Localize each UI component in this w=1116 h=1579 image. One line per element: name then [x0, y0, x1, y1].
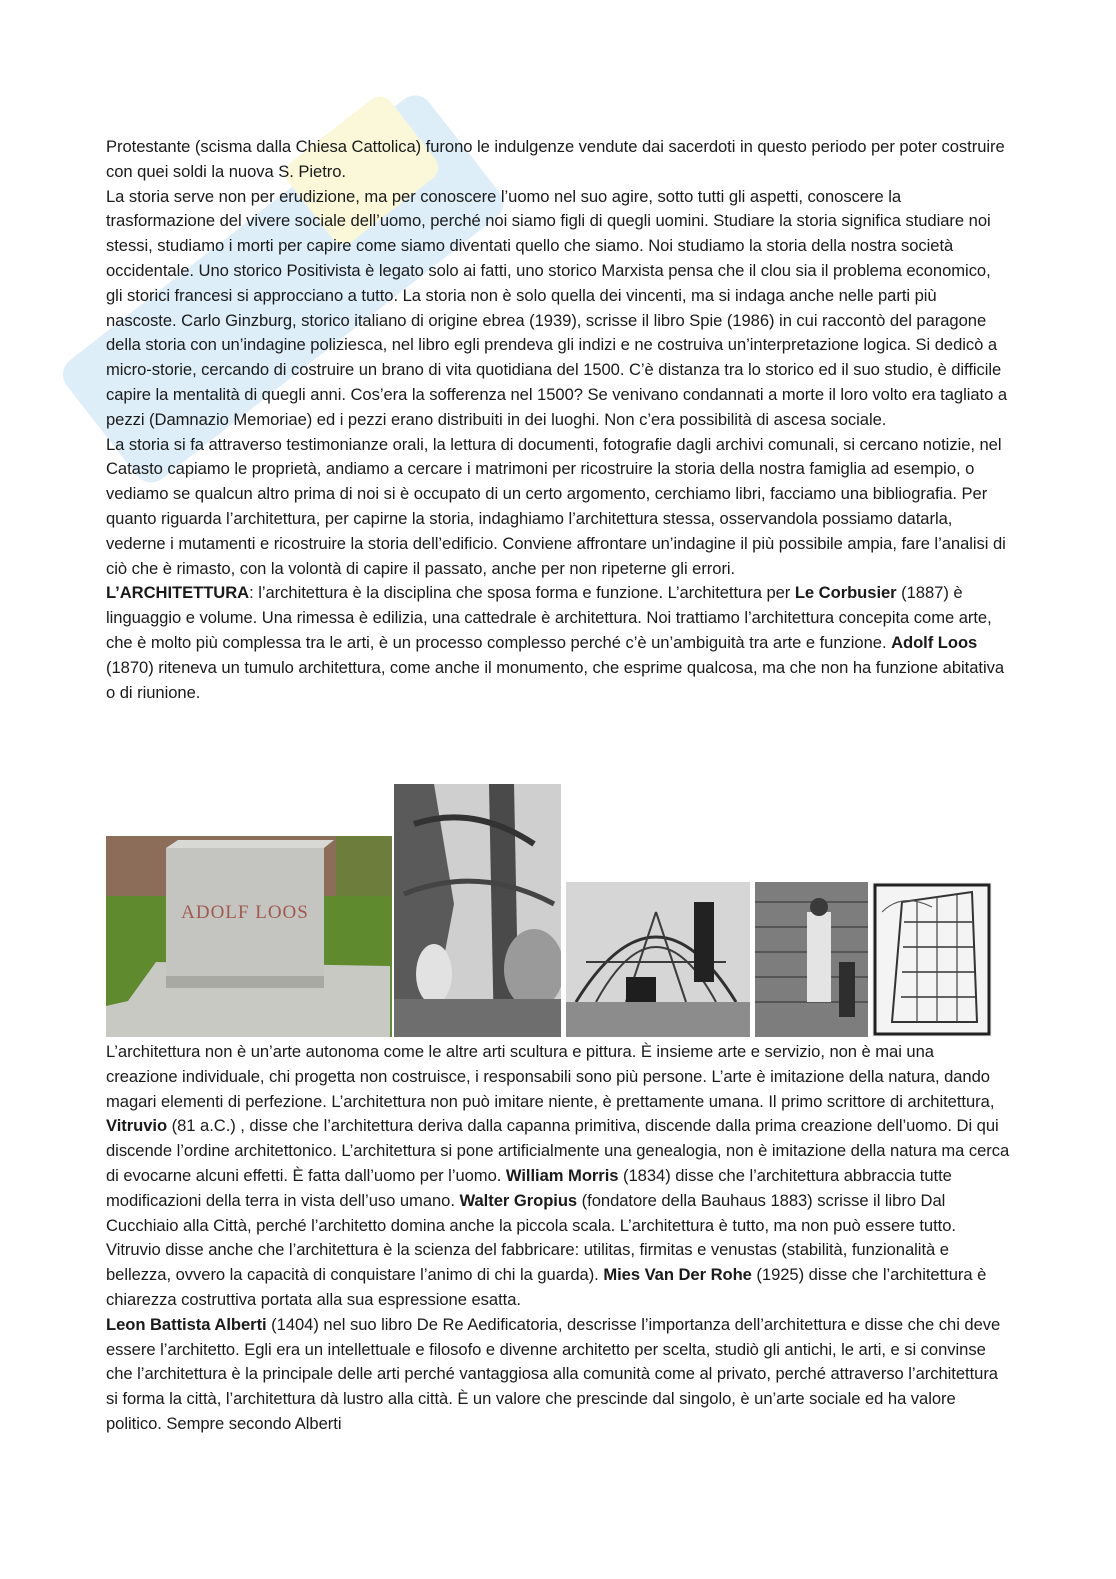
primitive-hut-frontispiece-engraving	[394, 784, 561, 1037]
stone-wall-figures-photo	[755, 882, 868, 1037]
text-run: (1925) disse che l’architettura è chiarezza costruttiva portata alla sua espressione esatta.	[106, 1265, 987, 1309]
text-run: (fondatore della Bauhaus 1883) scrisse il libro Dal Cucchiaio alla Città, perché l’architetto domina anche la piccola scala. L’architettura è tutto, ma non può essere tutto. Vitruvio disse anche che l’architettura è la scienza del fabbricare: utilitas, firmitas e venustas (stabilità, funzionalità e bellezza, ovvero la capacità di conquistare l’animo di chi la guarda).	[106, 1190, 956, 1285]
hut-construction-photo	[566, 882, 750, 1037]
text-run: : l’architettura è la disciplina che sposa forma e funzione. L’architettura per	[249, 583, 795, 603]
text-run: (1404) nel suo libro De Re Aedificatoria, descrisse l’importanza dell’architettura e disse che chi deve essere l’architetto. Egli era un intellettuale e filosofo e divenne architetto per scelta, studiò gli antichi, le arti, e si convinse che l’architettura è la principale delle arti perché vantaggiosa alla comunità come al privato, perché attraverso l’architettura si forma la città, l’architettura dà lustro alla città. È un valore che prescinde dal singolo, è un’arte sociale ed ha valore politico. Sempre secondo Alberti	[106, 1314, 1001, 1433]
text-block-bottom	[106, 1040, 1010, 1437]
bold-term: Vitruvio	[106, 1116, 168, 1136]
paragraph	[106, 185, 1010, 433]
adolf-loos-tomb-photo	[106, 836, 392, 1037]
text-block-top	[106, 135, 1010, 705]
paragraph	[106, 1313, 1010, 1437]
text-run: L’architettura non è un’arte autonoma come le altre arti scultura e pittura. È insieme arte e servizio, non è mai una creazione individuale, chi progetta non costruisce, i responsabili sono più persone. L’arte è imitazione della natura, dando magari elementi di perfezione. L’architettura non può imitare niente, è prettamente umana. Il primo scrittore di architettura,	[106, 1042, 995, 1111]
text-run: (1834) disse che l’architettura abbraccia tutte modificazioni della terra in vista dell’uso umano.	[106, 1165, 952, 1210]
bold-term: Le Corbusier	[794, 583, 897, 603]
bold-term: Mies Van Der Rohe	[603, 1265, 752, 1285]
bold-term: William Morris	[505, 1165, 619, 1185]
bold-term: Leon Battista Alberti	[106, 1314, 267, 1334]
woodcut-construction-engraving	[872, 882, 992, 1037]
text-run: (81 a.C.) , disse che l’architettura deriva dalla capanna primitiva, discende dalla prima creazione dell’uomo. Di qui discende l’ordine architettonico. L’architettura si pone artificialmente una genealogia, non è imitazione della natura ma cerca di evocarne alcuni effetti. È fatta dall’uomo per l’uomo.	[106, 1116, 1010, 1185]
bold-term: L’ARCHITETTURA	[106, 583, 250, 603]
text-run: La storia serve non per erudizione, ma per conoscere l’uomo nel suo agire, sotto tutti gli aspetti, conoscere la trasformazione del vivere sociale dell’uomo, perché noi siamo figli di quegli uomini. Studiare la storia significa studiare noi stessi, studiamo i morti per capire come siamo diventati quello che siamo. Noi studiamo la storia della nostra società occidentale. Uno storico Positivista è legato solo ai fatti, uno storico Marxista pensa che il clou sia il problema economico, gli storici francesi si approcciano a tutto. La storia non è solo quella dei vincenti, ma si indaga anche nelle parti più nascoste. Carlo Ginzburg, storico italiano di origine ebrea (1939), scrisse il libro Spie (1986) in cui raccontò del paragone della storia con un’indagine poliziesca, nel libro egli prendeva gli indizi e ne costruiva un’interpretazione logica. Si dedicò a micro-storie, cercando di costruire un brano di vita quotidiana del 1500. C’è distanza tra lo storico ed il suo studio, è difficile capire la mentalità di quegli anni. Cos’era la sofferenza nel 1500? Se venivano condannati a morte il loro volto era tagliato a pezzi (Damnazio Memoriae) ed i pezzi erano distribuiti in dei luoghi. Non c’era possibilità di ascesa sociale.	[106, 186, 1008, 429]
paragraph	[106, 433, 1010, 582]
paragraph	[106, 135, 1010, 185]
paragraph	[106, 1040, 1010, 1313]
bold-term: Walter Gropius	[459, 1190, 578, 1210]
text-run: La storia si fa attraverso testimonianze orali, la lettura di documenti, fotografie dagli archivi comunali, si cercano notizie, nel Catasto capiamo le proprietà, andiamo a cercare i matrimoni per ricostruire la storia della nostra famiglia ad esempio, o vediamo se qualcun altro prima di noi si è occupato di un certo argomento, cerchiamo libri, facciamo una bibliografia. Per quanto riguarda l’architettura, per capirne la storia, indaghiamo l’architettura stessa, osservandola possiamo datarla, vederne i mutamenti e ricostruire la storia dell’edificio. Conviene affrontare un’indagine il più possibile ampia, fare l’analisi di ciò che è rimasto, con la volontà di capire il passato, anche per non ripeterne gli errori.	[106, 434, 1006, 578]
bold-term: Adolf Loos	[891, 632, 978, 652]
tomb-inscription: ADOLF LOOS	[181, 902, 309, 923]
text-run: (1870) riteneva un tumulo architettura, come anche il monumento, che esprime qualcosa, ma che non ha funzione abitativa o di riunione.	[106, 657, 1005, 702]
paragraph	[106, 581, 1010, 705]
text-run: (1887) è linguaggio e volume. Una rimessa è edilizia, una cattedrale è architettura. Noi trattiamo l’architettura concepita come arte, che è molto più complessa tra le arti, è un processo complesso perché c’è un’ambiguità tra arte e funzione.	[106, 583, 992, 652]
text-run: Protestante (scisma dalla Chiesa Cattolica) furono le indulgenze vendute dai sacerdoti in questo periodo per poter costruire con quei soldi la nuova S. Pietro.	[106, 137, 1005, 181]
